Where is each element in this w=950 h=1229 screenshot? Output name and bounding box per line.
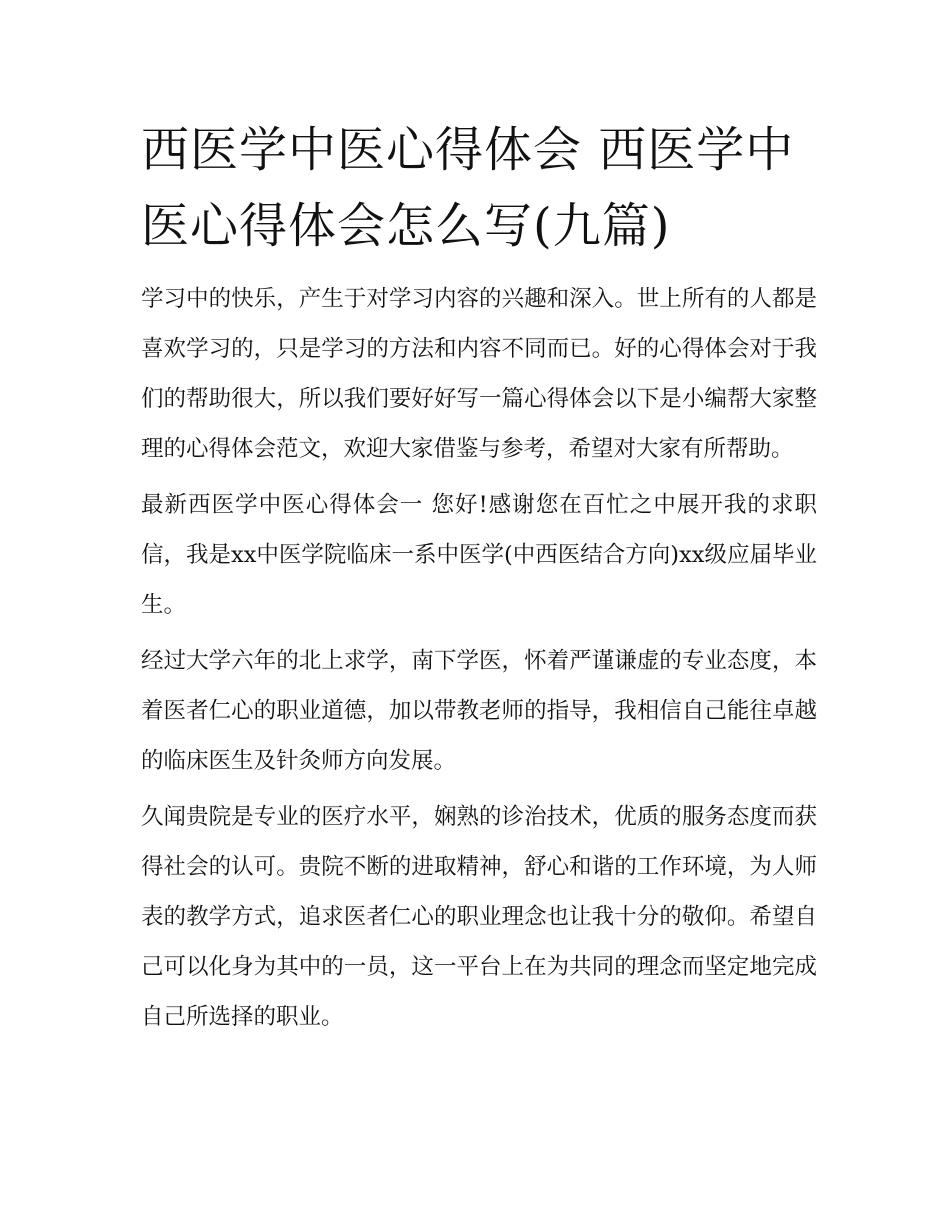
document-body bbox=[141, 112, 817, 1048]
paragraph-application-letter: 最新西医学中医心得体会一 您好!感谢您在百忙之中展开我的求职信，我是xx中医学院临床一系中医学(中西医结合方向)xx级应届毕业生。 bbox=[141, 492, 817, 618]
document-title: 西医学中医心得体会 西医学中医心得体会怎么写(九篇) bbox=[141, 122, 795, 254]
paragraph-intro: 学习中的快乐，产生于对学习内容的兴趣和深入。世上所有的人都是喜欢学习的，只是学习的方法和内容不同而已。好的心得体会对于我们的帮助很大，所以我们要好好写一篇心得体会以下是小编帮大家整理的心得体会范文，欢迎大家借鉴与参考，希望对大家有所帮助。 bbox=[141, 286, 817, 462]
paragraph-study-background: 经过大学六年的北上求学，南下学医，怀着严谨谦虚的专业态度，本着医者仁心的职业道德，加以带教老师的指导，我相信自己能往卓越的临床医生及针灸师方向发展。 bbox=[141, 648, 817, 774]
paragraph-hospital-admiration: 久闻贵院是专业的医疗水平，娴熟的诊治技术，优质的服务态度而获得社会的认可。贵院不断的进取精神，舒心和谐的工作环境，为人师表的教学方式，追求医者仁心的职业理念也让我十分的敬仰。希望自己可以化身为其中的一员，这一平台上在为共同的理念而坚定地完成自己所选择的职业。 bbox=[141, 804, 817, 1030]
